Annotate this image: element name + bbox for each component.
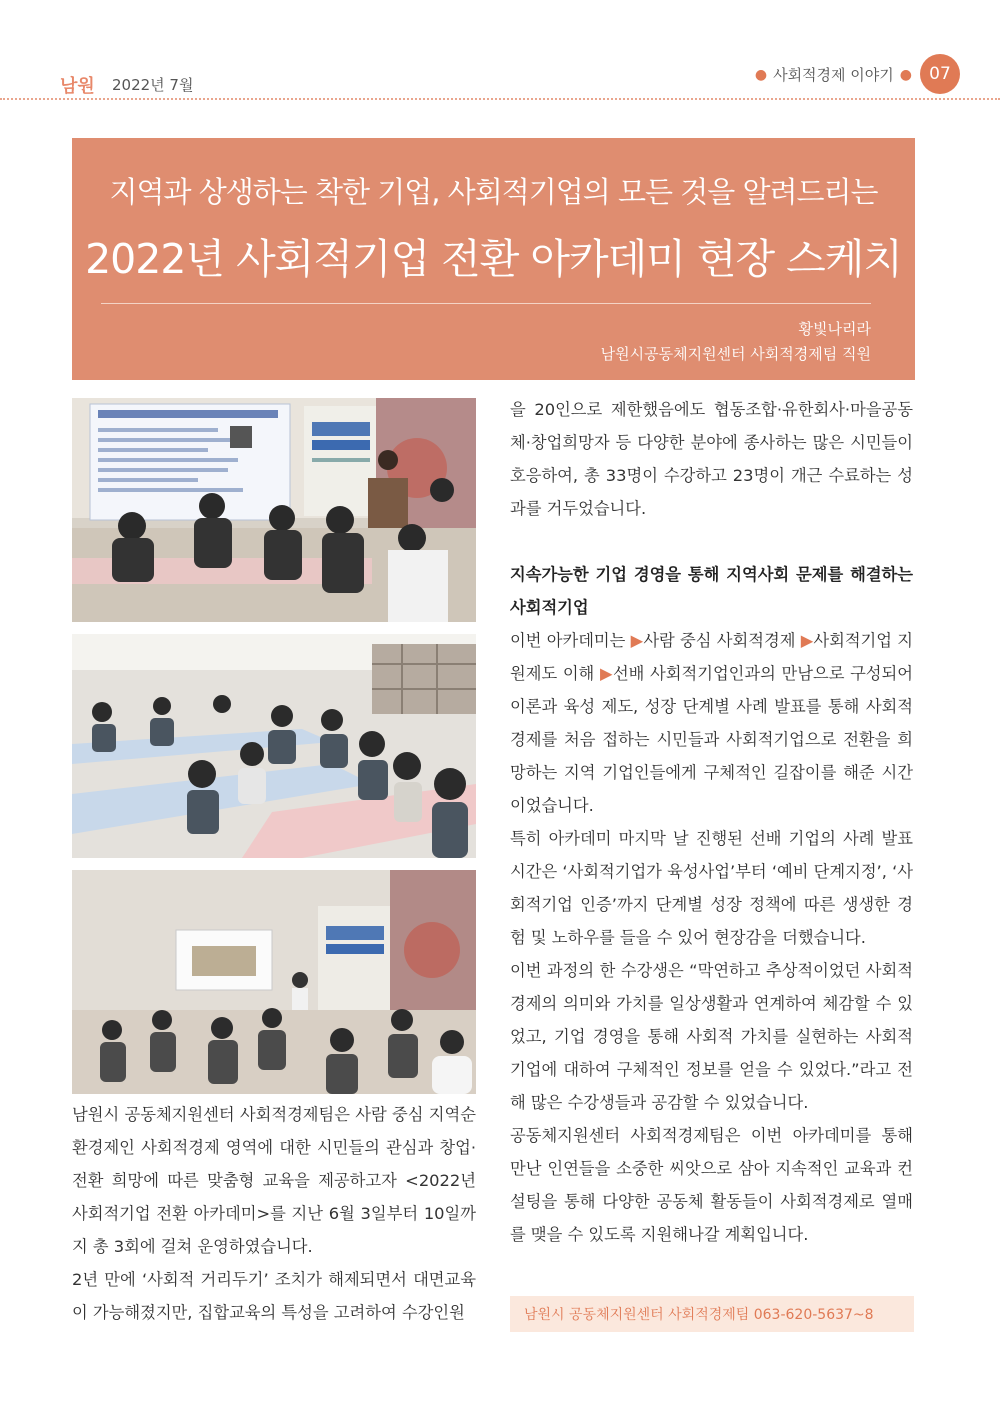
author-name: 황빛나리라 — [798, 320, 871, 338]
paragraph-intro: 남원시 공동체지원센터 사회적경제팀은 사람 중심 지역순환경제인 사회적경제 영역에 대한 시민들의 관심과 창업·전환 희망에 따른 맞춤형 교육을 제공하고자 <2022년 사회적기업 전환 아카데미>를 지난 6월 3일부터 10일까지 총 3회에 걸쳐 운영하였습니다. — [72, 1105, 476, 1256]
section-title: 사회적경제 이야기 — [773, 66, 894, 84]
paragraph-spacer — [510, 525, 913, 558]
title-banner — [72, 138, 915, 380]
paragraph-plan: 공동체지원센터 사회적경제팀은 이번 아카데미를 통해 만난 인연들을 소중한 씨앗으로 삼아 지속적인 교육과 컨설팅을 통해 다양한 공동체 활동들이 사회적경제로 열매를 맺을 수 있도록 지원해나갈 계획입니다. — [510, 1126, 913, 1244]
issue-date: 2022년 7월 — [112, 76, 194, 94]
left-column-text — [72, 1098, 476, 1329]
right-column-text — [510, 393, 913, 1251]
bullet-dot-icon: ● — [754, 66, 768, 83]
section-label — [755, 64, 912, 85]
paragraph-distancing: 2년 만에 ‘사회적 거리두기’ 조치가 해제되면서 대면교육이 가능해졌지만, 집합교육의 특성을 고려하여 수강인원 — [72, 1270, 476, 1322]
header-divider — [0, 98, 1000, 100]
program-item-3: 선배 사회적기업인과의 만남으로 구성되어 이론과 육성 제도, 성장 단계별 사례 발표를 통해 사회적경제를 처음 접하는 시민들과 사회적기업으로 전환을 희망하는 지역 기업인들에게 구체적인 길잡이를 해준 시간이었습니다. — [510, 664, 913, 815]
paragraph-testimonial: 이번 과정의 한 수강생은 “막연하고 추상적이었던 사회적경제의 의미와 가치를 일상생활과 연계하여 체감할 수 있었고, 기업 경영을 통해 사회적 가치를 실현하는 사회적기업에 대하여 구체적인 정보를 얻을 수 있었다.”라고 전해 많은 수강생들과 공감할 수 있었습니다. — [510, 961, 913, 1112]
paragraph-case-study: 특히 아카데미 마지막 날 진행된 선배 기업의 사례 발표 시간은 ‘사회적기업가 육성사업’부터 ‘예비 단계지정’, ‘사회적기업 인증’까지 단계별 성장 정책에 따른 생생한 경험 및 노하우를 들을 수 있어 현장감을 더했습니다. — [510, 829, 913, 947]
program-item-1: 사람 중심 사회적경제 — [643, 631, 801, 650]
banner-divider — [101, 303, 871, 304]
photo-lecture-slide — [72, 398, 476, 622]
article-subtitle: 지역과 상생하는 착한 기업, 사회적기업의 모든 것을 알려드리는 — [109, 175, 878, 209]
program-intro-text: 이번 아카데미는 — [510, 631, 631, 650]
photo-speaker-presentation — [72, 870, 476, 1094]
paragraph-enrollment: 을 20인으로 제한했음에도 협동조합·유한회사·마을공동체·창업희망자 등 다양한 분야에 종사하는 많은 시민들이 호응하여, 총 33명이 수강하고 23명이 개근 수료하는 성과를 거두었습니다. — [510, 400, 913, 518]
triangle-right-icon: ▶ — [630, 631, 644, 650]
article-title: 2022년 사회적기업 전환 아카데미 현장 스케치 — [85, 235, 902, 283]
triangle-right-icon: ▶ — [599, 664, 613, 683]
newsletter-logo: 남원 — [60, 76, 95, 97]
contact-box: 남원시 공동체지원센터 사회적경제팀 063-620-5637~8 — [510, 1296, 914, 1332]
bullet-dot-icon: ● — [899, 66, 912, 83]
author-organization: 남원시공동체지원센터 사회적경제팀 직원 — [600, 345, 871, 363]
program-item-2: 사회적기업 지원제도 이해 — [510, 631, 914, 683]
section-subheading: 지속가능한 기업 경영을 통해 지역사회 문제를 해결하는 사회적기업 — [510, 565, 913, 617]
triangle-right-icon: ▶ — [800, 631, 814, 650]
photo-classroom-participants — [72, 634, 476, 858]
paragraph-program — [510, 624, 913, 822]
page-number: 07 — [920, 54, 960, 94]
